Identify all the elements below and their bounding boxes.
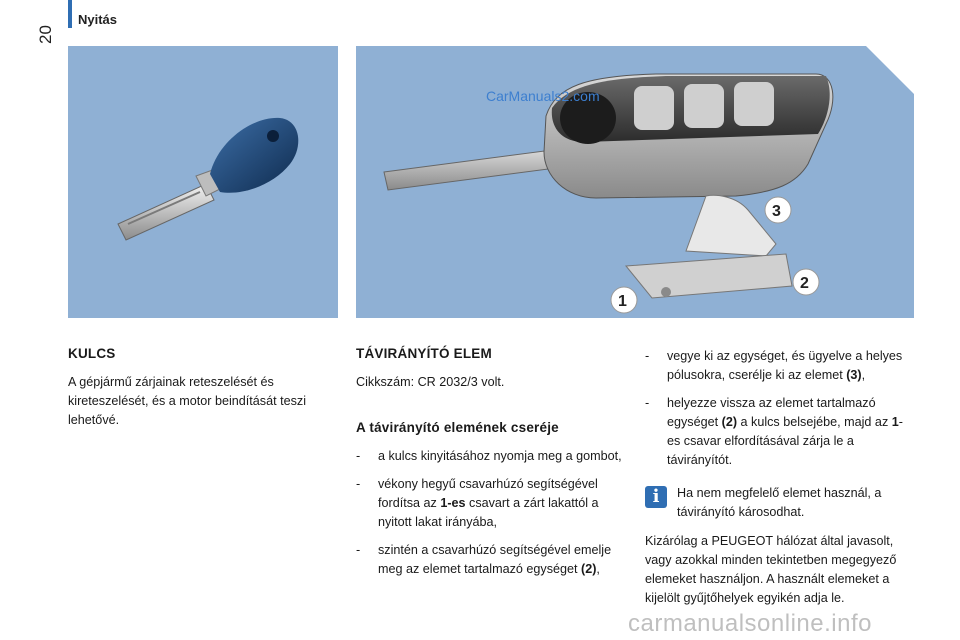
key-illustration bbox=[68, 46, 338, 318]
section-title: Nyitás bbox=[78, 12, 118, 27]
section-marker-bar bbox=[68, 0, 72, 28]
battery-replace-subheading: A távirányító elemének cseréje bbox=[356, 420, 559, 435]
remote-section bbox=[356, 344, 628, 588]
list-item: - helyezze vissza az elemet tartalmazó egységet (2) a kulcs belsejébe, majd az 1-es csavar elfordításával zárja le a távirányítót. bbox=[645, 396, 903, 467]
key-heading: KULCS bbox=[68, 346, 116, 361]
callout-2: 2 bbox=[800, 275, 809, 292]
info-note bbox=[645, 484, 915, 524]
callout-1: 1 bbox=[618, 293, 627, 310]
battery-part-number: Cikkszám: CR 2032/3 volt. bbox=[356, 375, 505, 389]
page-number: 20 bbox=[36, 25, 55, 44]
battery-steps-list-continued bbox=[645, 347, 915, 470]
footer-watermark: carmanualsonline.info bbox=[628, 610, 872, 637]
list-item: - vékony hegyű csavarhúzó segítségével fordítsa az 1-es csavart a zárt lakattól a nyitott lakat irányába, bbox=[356, 477, 599, 529]
key-drawing bbox=[68, 46, 338, 318]
info-icon: i bbox=[645, 486, 667, 508]
battery-steps-list bbox=[356, 447, 628, 579]
figure-watermark: CarManuals2.com bbox=[486, 88, 600, 104]
remote-section-continued bbox=[645, 347, 915, 608]
info-text: Ha nem megfelelő elemet használ, a távirányító károsodhat. bbox=[677, 486, 882, 519]
remote-heading: TÁVIRÁNYÍTÓ ELEM bbox=[356, 346, 492, 361]
list-item: - vegye ki az egységet, és ügyelve a helyes pólusokra, cserélje ki az elemet (3), bbox=[645, 349, 903, 382]
remote-drawing bbox=[356, 46, 914, 318]
disposal-note: Kizárólag a PEUGEOT hálózat által javasolt, vagy azokkal minden tekintetben megegyező elemeket használjon. A használt elemeket a kijelölt gyűjtőhelyek egyikén adja le. bbox=[645, 534, 897, 605]
callout-3: 3 bbox=[772, 203, 781, 220]
list-item: - szintén a csavarhúzó segítségével emelje meg az elemet tartalmazó egységet (2), bbox=[356, 543, 612, 576]
list-item: - a kulcs kinyitásához nyomja meg a gombot, bbox=[356, 449, 622, 463]
key-section bbox=[68, 344, 326, 430]
key-description: A gépjármű zárjainak reteszelését és kireteszelését, és a motor beindítását teszi lehetővé. bbox=[68, 375, 306, 427]
remote-illustration bbox=[356, 46, 914, 318]
